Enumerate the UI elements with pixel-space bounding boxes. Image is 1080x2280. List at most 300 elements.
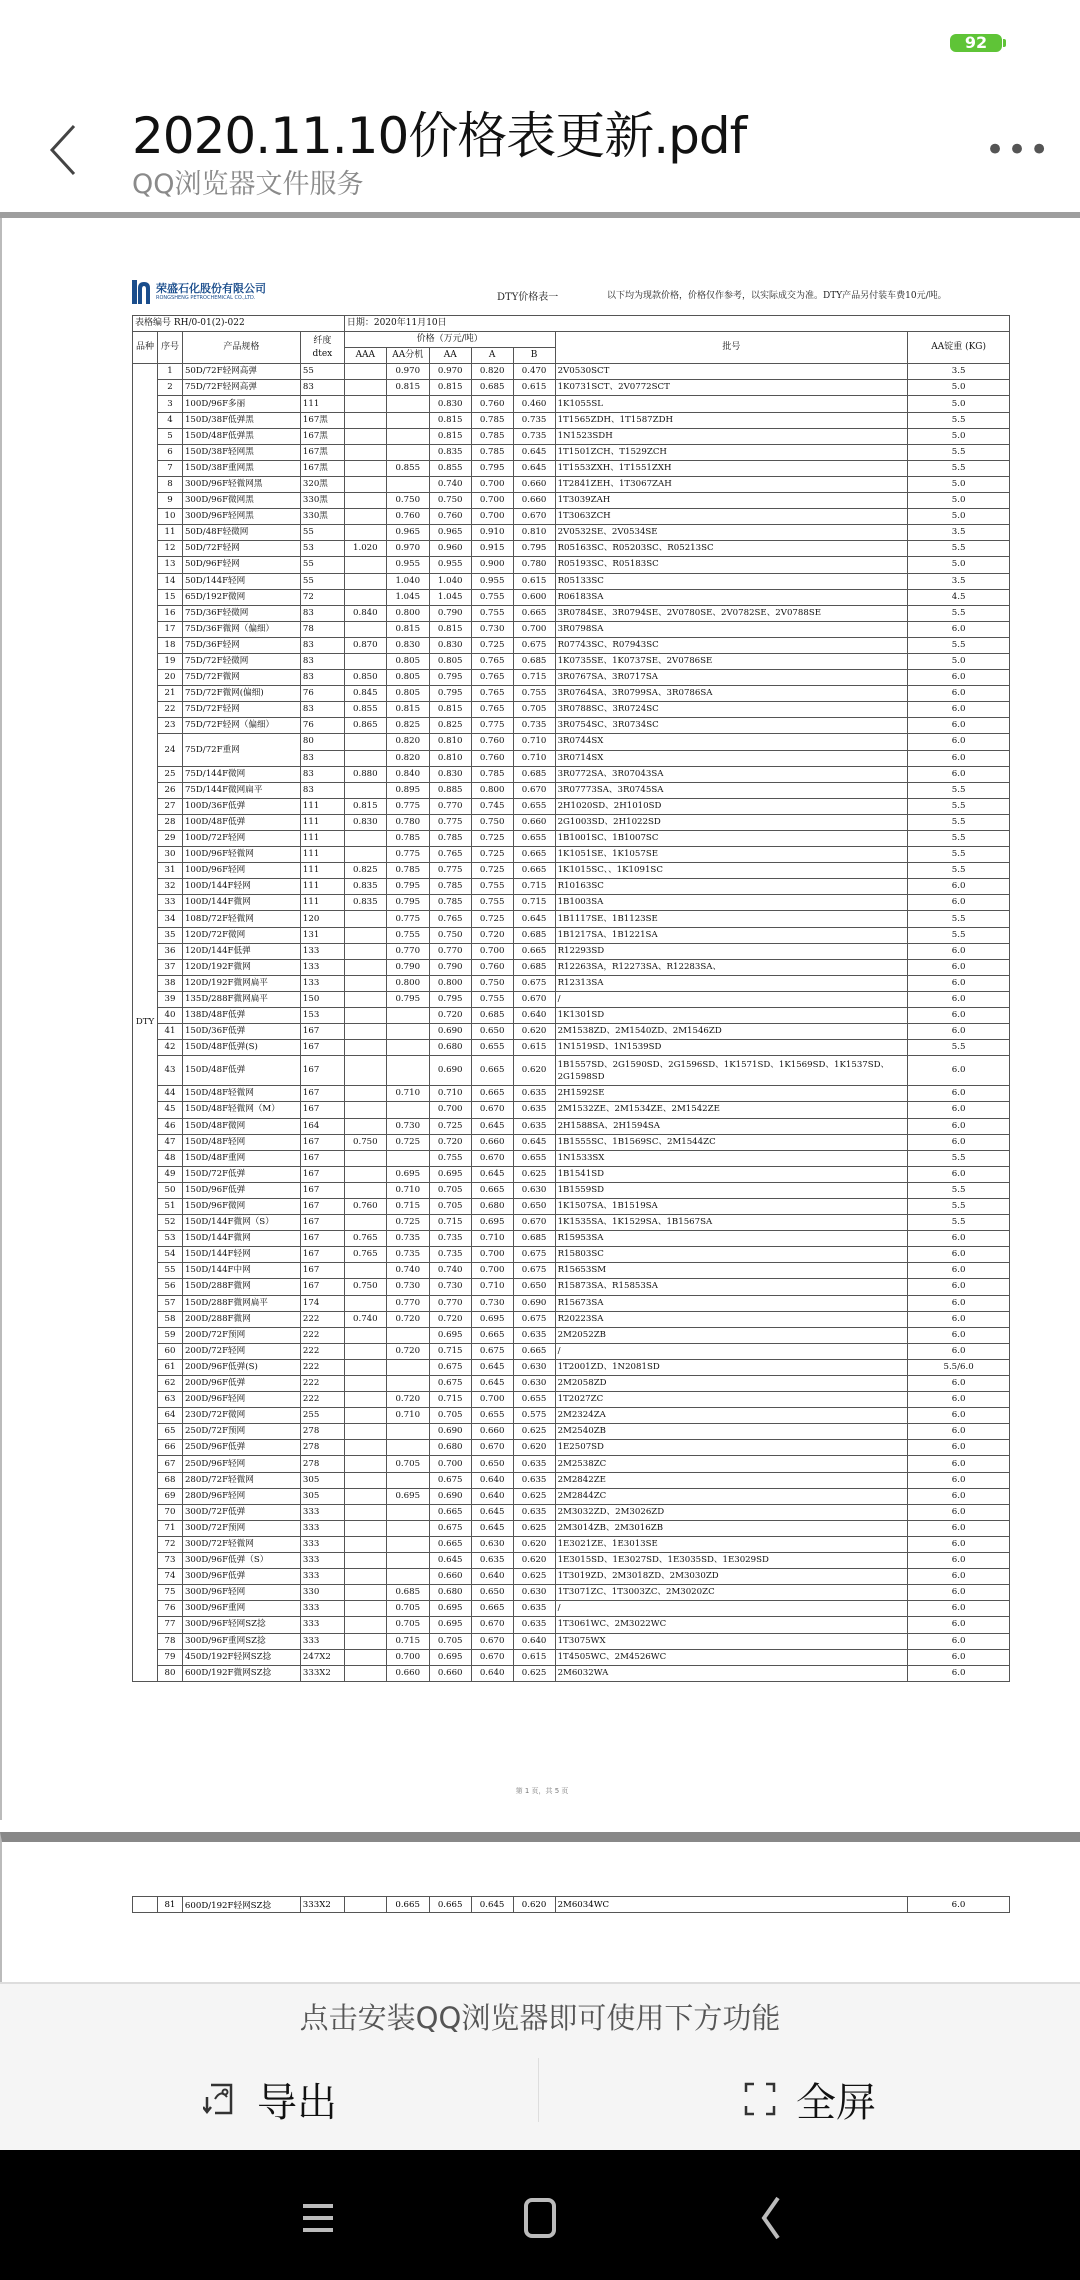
- weight-cell: 6.0: [908, 1008, 1010, 1024]
- seq-cell: 39: [157, 991, 182, 1007]
- seq-cell: 57: [157, 1295, 182, 1311]
- price-aaa-cell: 0.835: [344, 895, 386, 911]
- price-aa-split-cell: [386, 412, 429, 428]
- seq-cell: 69: [157, 1488, 182, 1504]
- price-aa-cell: 0.740: [429, 1263, 471, 1279]
- dtex-cell: 167: [300, 1215, 344, 1231]
- price-aa-split-cell: 0.750: [386, 493, 429, 509]
- price-a-cell: 0.800: [471, 782, 513, 798]
- seq-cell: 75: [157, 1585, 182, 1601]
- price-b-cell: 0.660: [513, 814, 555, 830]
- spec-cell: 120D/72F微网: [182, 927, 300, 943]
- price-b-cell: 0.660: [513, 493, 555, 509]
- variety-cell: [133, 1897, 158, 1913]
- table-row: [133, 396, 1010, 412]
- price-aaa-cell: [344, 1166, 386, 1182]
- batch-cell: 1B1541SD: [555, 1166, 908, 1182]
- spec-cell: 100D/96F多丽: [182, 396, 300, 412]
- dtex-cell: 333: [300, 1504, 344, 1520]
- more-menu-button[interactable]: [985, 130, 1051, 170]
- table-row: [133, 1056, 1010, 1086]
- batch-cell: R15873SA、R15853SA: [555, 1279, 908, 1295]
- dtex-cell: 278: [300, 1456, 344, 1472]
- dtex-cell: 333: [300, 1601, 344, 1617]
- spec-cell: 150D/48F低弹: [182, 1056, 300, 1086]
- seq-cell: 53: [157, 1231, 182, 1247]
- weight-cell: 6.0: [908, 1327, 1010, 1343]
- price-aaa-cell: [344, 428, 386, 444]
- seq-cell: 62: [157, 1376, 182, 1392]
- seq-cell: 9: [157, 493, 182, 509]
- spec-cell: 200D/96F低弹(S): [182, 1359, 300, 1375]
- price-b-cell: 0.685: [513, 1231, 555, 1247]
- price-a-cell: 0.700: [471, 509, 513, 525]
- price-aa-cell: 0.955: [429, 557, 471, 573]
- price-aa-split-cell: [386, 1376, 429, 1392]
- price-b-cell: 0.645: [513, 444, 555, 460]
- batch-cell: 2M1532ZE、2M1534ZE、2M1542ZE: [555, 1102, 908, 1118]
- dtex-cell: 111: [300, 895, 344, 911]
- seq-cell: 58: [157, 1311, 182, 1327]
- price-a-cell: 0.915: [471, 541, 513, 557]
- home-icon: [510, 2188, 570, 2248]
- batch-cell: 3R0767SA、3R0717SA: [555, 670, 908, 686]
- weight-cell: 6.0: [908, 1488, 1010, 1504]
- table-row: [133, 1343, 1010, 1359]
- price-aa-cell: 0.790: [429, 959, 471, 975]
- price-a-cell: 0.765: [471, 653, 513, 669]
- price-aaa-cell: [344, 509, 386, 525]
- table-row: [133, 798, 1010, 814]
- price-b-cell: 0.670: [513, 1215, 555, 1231]
- price-aaa-cell: [344, 557, 386, 573]
- weight-cell: 5.0: [908, 509, 1010, 525]
- price-b-cell: 0.645: [513, 911, 555, 927]
- price-b-cell: 0.650: [513, 1198, 555, 1214]
- weight-cell: 5.0: [908, 493, 1010, 509]
- spec-cell: 230D/72F微网: [182, 1408, 300, 1424]
- price-aa-split-cell: 1.040: [386, 573, 429, 589]
- spec-cell: 65D/192F微网: [182, 589, 300, 605]
- weight-cell: 5.5: [908, 847, 1010, 863]
- col-aaa: AAA: [344, 348, 386, 364]
- batch-cell: 1B1555SC、1B1569SC、2M1544ZC: [555, 1134, 908, 1150]
- spec-cell: 150D/144F微网: [182, 1231, 300, 1247]
- price-rows-page2: [133, 1897, 1010, 1913]
- price-b-cell: 0.685: [513, 927, 555, 943]
- weight-cell: 6.0: [908, 1134, 1010, 1150]
- price-aaa-cell: [344, 573, 386, 589]
- price-aaa-cell: [344, 1488, 386, 1504]
- recent-apps-button[interactable]: [288, 2188, 348, 2248]
- batch-cell: 1T1553ZXH、1T1551ZXH: [555, 460, 908, 476]
- table-row: [133, 943, 1010, 959]
- price-a-cell: 0.670: [471, 1617, 513, 1633]
- batch-cell: 2M2052ZB: [555, 1327, 908, 1343]
- col-spec: 产品规格: [182, 332, 300, 364]
- price-b-cell: 0.705: [513, 702, 555, 718]
- price-a-cell: 0.775: [471, 718, 513, 734]
- weight-cell: 6.0: [908, 1536, 1010, 1552]
- price-aa-cell: 0.830: [429, 766, 471, 782]
- col-aa-split: AA分机: [386, 348, 429, 364]
- seq-cell: 16: [157, 605, 182, 621]
- home-button[interactable]: [510, 2188, 570, 2248]
- price-aa-split-cell: [386, 444, 429, 460]
- weight-cell: 6.0: [908, 621, 1010, 637]
- price-aaa-cell: [344, 734, 386, 750]
- table-row: [133, 1520, 1010, 1536]
- price-aa-cell: 0.645: [429, 1553, 471, 1569]
- price-aa-cell: 0.810: [429, 750, 471, 766]
- dtex-cell: 167: [300, 1279, 344, 1295]
- price-a-cell: 0.655: [471, 1408, 513, 1424]
- dtex-cell: 320黑: [300, 476, 344, 492]
- price-aa-cell: 1.040: [429, 573, 471, 589]
- dtex-cell: 167: [300, 1024, 344, 1040]
- price-b-cell: 0.655: [513, 831, 555, 847]
- seq-cell: 33: [157, 895, 182, 911]
- price-b-cell: 0.470: [513, 364, 555, 380]
- dtex-cell: 222: [300, 1343, 344, 1359]
- price-aaa-cell: [344, 1215, 386, 1231]
- weight-cell: 6.0: [908, 1086, 1010, 1102]
- dtex-cell: 111: [300, 847, 344, 863]
- nav-back-button[interactable]: [740, 2188, 800, 2248]
- price-aa-split-cell: 0.715: [386, 1198, 429, 1214]
- table-row: [133, 1456, 1010, 1472]
- table-row: [133, 1633, 1010, 1649]
- price-b-cell: 0.685: [513, 653, 555, 669]
- price-a-cell: 0.760: [471, 750, 513, 766]
- spec-cell: 300D/96F微网黑: [182, 493, 300, 509]
- spec-cell: 150D/144F微网（S）: [182, 1215, 300, 1231]
- price-aa-cell: 0.855: [429, 460, 471, 476]
- export-button[interactable]: [0, 2052, 540, 2146]
- spec-cell: 150D/96F微网: [182, 1198, 300, 1214]
- price-a-cell: 0.765: [471, 670, 513, 686]
- price-aa-split-cell: 0.805: [386, 686, 429, 702]
- menu-icon: [288, 2188, 348, 2248]
- price-aa-cell: 0.675: [429, 1520, 471, 1536]
- seq-cell: 43: [157, 1056, 182, 1086]
- table-row: [133, 1424, 1010, 1440]
- more-icon: •••: [985, 130, 1052, 170]
- table-row: [133, 637, 1010, 653]
- price-aa-cell: 0.715: [429, 1392, 471, 1408]
- table-row: [133, 1327, 1010, 1343]
- price-a-cell: 0.680: [471, 1198, 513, 1214]
- price-aa-cell: 0.705: [429, 1408, 471, 1424]
- price-b-cell: 0.670: [513, 782, 555, 798]
- weight-cell: 5.5/6.0: [908, 1359, 1010, 1375]
- price-a-cell: 0.730: [471, 621, 513, 637]
- seq-cell: 24: [157, 734, 182, 766]
- weight-cell: 6.0: [908, 991, 1010, 1007]
- seq-cell: 59: [157, 1327, 182, 1343]
- price-aaa-cell: [344, 975, 386, 991]
- price-a-cell: 0.665: [471, 1327, 513, 1343]
- table-row: [133, 1215, 1010, 1231]
- price-a-cell: 0.645: [471, 1504, 513, 1520]
- price-aa-split-cell: [386, 396, 429, 412]
- price-b-cell: 0.660: [513, 476, 555, 492]
- spec-cell: 150D/144F轻网: [182, 1247, 300, 1263]
- price-aa-split-cell: 0.685: [386, 1585, 429, 1601]
- weight-cell: 5.5: [908, 831, 1010, 847]
- price-b-cell: 0.735: [513, 412, 555, 428]
- table-row: [133, 1166, 1010, 1182]
- table-row: [133, 1040, 1010, 1056]
- dtex-cell: 153: [300, 1008, 344, 1024]
- batch-cell: 2H1592SE: [555, 1086, 908, 1102]
- spec-cell: 150D/38F低弹黑: [182, 412, 300, 428]
- table-row: [133, 1086, 1010, 1102]
- price-aaa-cell: 0.840: [344, 605, 386, 621]
- price-aa-cell: 0.705: [429, 1182, 471, 1198]
- spec-cell: 100D/96F轻微网: [182, 847, 300, 863]
- price-aaa-cell: [344, 653, 386, 669]
- price-b-cell: 0.615: [513, 573, 555, 589]
- batch-cell: /: [555, 1343, 908, 1359]
- price-a-cell: 0.670: [471, 1649, 513, 1665]
- dtex-cell: 167黑: [300, 428, 344, 444]
- weight-cell: 5.5: [908, 798, 1010, 814]
- price-aa-split-cell: [386, 1504, 429, 1520]
- seq-cell: 68: [157, 1472, 182, 1488]
- table-row: [133, 380, 1010, 396]
- price-aa-cell: 0.750: [429, 493, 471, 509]
- dtex-cell: 167: [300, 1263, 344, 1279]
- price-aaa-cell: [344, 589, 386, 605]
- weight-cell: 6.0: [908, 1456, 1010, 1472]
- price-aa-split-cell: 0.815: [386, 702, 429, 718]
- battery-indicator: 92: [950, 34, 1002, 52]
- price-aa-split-cell: [386, 428, 429, 444]
- price-aa-cell: 0.720: [429, 1134, 471, 1150]
- price-a-cell: 0.795: [471, 460, 513, 476]
- spec-cell: 300D/96F轻网SZ捻: [182, 1617, 300, 1633]
- price-aa-split-cell: 0.720: [386, 1392, 429, 1408]
- dtex-cell: 174: [300, 1295, 344, 1311]
- spec-cell: 150D/48F轻微网: [182, 1086, 300, 1102]
- batch-cell: 3R07773SA、3R0745SA: [555, 782, 908, 798]
- price-a-cell: 0.910: [471, 525, 513, 541]
- spec-cell: 150D/38F轻网黑: [182, 444, 300, 460]
- fullscreen-button[interactable]: [540, 2052, 1080, 2146]
- dtex-cell: 83: [300, 605, 344, 621]
- seq-cell: 7: [157, 460, 182, 476]
- price-b-cell: 0.620: [513, 1024, 555, 1040]
- dtex-cell: 333: [300, 1569, 344, 1585]
- table-row: [133, 734, 1010, 750]
- price-aaa-cell: [344, 991, 386, 1007]
- price-a-cell: 0.760: [471, 734, 513, 750]
- table-row: [133, 1649, 1010, 1665]
- dtex-cell: 278: [300, 1424, 344, 1440]
- install-promo-text[interactable]: 点击安装QQ浏览器即可使用下方功能: [299, 2001, 781, 2035]
- price-aaa-cell: [344, 1040, 386, 1056]
- spec-cell: 150D/48F轻微网（M）: [182, 1102, 300, 1118]
- weight-cell: 6.0: [908, 1585, 1010, 1601]
- price-b-cell: 0.755: [513, 686, 555, 702]
- price-b-cell: 0.685: [513, 959, 555, 975]
- batch-cell: 3R0788SC、3R0724SC: [555, 702, 908, 718]
- weight-cell: 4.5: [908, 589, 1010, 605]
- price-aa-split-cell: 0.795: [386, 895, 429, 911]
- price-b-cell: 0.690: [513, 1295, 555, 1311]
- price-aa-cell: 0.690: [429, 1488, 471, 1504]
- seq-cell: 23: [157, 718, 182, 734]
- batch-cell: R05163SC、R05203SC、R05213SC: [555, 541, 908, 557]
- table-row: [133, 895, 1010, 911]
- dtex-cell: 333X2: [300, 1665, 344, 1681]
- weight-cell: 6.0: [908, 895, 1010, 911]
- dtex-cell: 72: [300, 589, 344, 605]
- price-aa-cell: 0.725: [429, 1118, 471, 1134]
- price-aaa-cell: [344, 1665, 386, 1681]
- table-row: [133, 509, 1010, 525]
- weight-cell: 5.5: [908, 911, 1010, 927]
- batch-cell: 1E3021ZE、1E3013SE: [555, 1536, 908, 1552]
- price-aaa-cell: [344, 782, 386, 798]
- dtex-cell: 167: [300, 1231, 344, 1247]
- batch-cell: 1K0735SE、1K0737SE、2V0786SE: [555, 653, 908, 669]
- price-b-cell: 0.700: [513, 621, 555, 637]
- price-aa-split-cell: 0.805: [386, 670, 429, 686]
- price-aa-split-cell: [386, 1008, 429, 1024]
- price-a-cell: 0.645: [471, 1376, 513, 1392]
- price-aa-split-cell: 0.970: [386, 541, 429, 557]
- price-a-cell: 0.725: [471, 637, 513, 653]
- spec-cell: 250D/96F轻网: [182, 1456, 300, 1472]
- spec-cell: 150D/288F微网: [182, 1279, 300, 1295]
- dtex-cell: 222: [300, 1376, 344, 1392]
- price-aa-cell: 0.735: [429, 1231, 471, 1247]
- price-aa-split-cell: 0.720: [386, 1311, 429, 1327]
- spec-cell: 75D/36F轻微网: [182, 605, 300, 621]
- dtex-cell: 80: [300, 734, 344, 750]
- price-a-cell: 0.725: [471, 831, 513, 847]
- dtex-cell: 333: [300, 1553, 344, 1569]
- weight-cell: 5.5: [908, 1215, 1010, 1231]
- table-row: [133, 428, 1010, 444]
- seq-cell: 42: [157, 1040, 182, 1056]
- doc-date: 日期：2020年11月10日: [344, 316, 1009, 332]
- price-aa-cell: 0.680: [429, 1040, 471, 1056]
- price-a-cell: 0.700: [471, 943, 513, 959]
- weight-cell: 6.0: [908, 1569, 1010, 1585]
- price-aa-cell: 0.680: [429, 1440, 471, 1456]
- table-row: [133, 1359, 1010, 1375]
- dtex-cell: 83: [300, 380, 344, 396]
- dtex-cell: 83: [300, 782, 344, 798]
- price-aa-cell: 0.810: [429, 734, 471, 750]
- seq-cell: 13: [157, 557, 182, 573]
- dtex-cell: 167: [300, 1134, 344, 1150]
- seq-cell: 49: [157, 1166, 182, 1182]
- price-aa-split-cell: [386, 1056, 429, 1086]
- table-row: [133, 1569, 1010, 1585]
- pdf-viewer[interactable]: [0, 212, 1080, 1988]
- price-aaa-cell: [344, 911, 386, 927]
- price-b-cell: 0.635: [513, 1327, 555, 1343]
- seq-cell: 14: [157, 573, 182, 589]
- company-name-en: RONGSHENG PETROCHEMICAL CO.,LTD.: [156, 295, 256, 301]
- price-a-cell: 0.660: [471, 1134, 513, 1150]
- weight-cell: 5.5: [908, 460, 1010, 476]
- weight-cell: 6.0: [908, 879, 1010, 895]
- price-aa-cell: 0.735: [429, 1247, 471, 1263]
- seq-cell: 31: [157, 863, 182, 879]
- export-label: 导出: [257, 2079, 337, 2126]
- col-a: A: [471, 348, 513, 364]
- price-a-cell: 0.685: [471, 1008, 513, 1024]
- price-b-cell: 0.735: [513, 718, 555, 734]
- price-a-cell: 0.955: [471, 573, 513, 589]
- price-b-cell: 0.710: [513, 750, 555, 766]
- price-aa-split-cell: 0.725: [386, 1215, 429, 1231]
- price-a-cell: 0.725: [471, 847, 513, 863]
- back-button[interactable]: [44, 120, 84, 180]
- spec-cell: 75D/72F微网: [182, 670, 300, 686]
- batch-cell: 1T3019ZD、2M3018ZD、2M3030ZD: [555, 1569, 908, 1585]
- table-row: [133, 927, 1010, 943]
- spec-cell: 75D/36F微网（偏细）: [182, 621, 300, 637]
- price-aa-cell: 0.715: [429, 1215, 471, 1231]
- price-aaa-cell: [344, 460, 386, 476]
- table-row: [133, 1182, 1010, 1198]
- price-aaa-cell: [344, 1263, 386, 1279]
- price-a-cell: 0.760: [471, 959, 513, 975]
- price-b-cell: 0.655: [513, 1392, 555, 1408]
- table-row: [133, 1585, 1010, 1601]
- price-b-cell: 0.460: [513, 396, 555, 412]
- weight-cell: 5.0: [908, 476, 1010, 492]
- price-aa-split-cell: 0.725: [386, 1134, 429, 1150]
- seq-cell: 67: [157, 1456, 182, 1472]
- dtex-cell: 111: [300, 814, 344, 830]
- batch-cell: R15673SA: [555, 1295, 908, 1311]
- price-aa-cell: 0.825: [429, 718, 471, 734]
- seq-cell: 35: [157, 927, 182, 943]
- dtex-cell: 55: [300, 557, 344, 573]
- price-aaa-cell: [344, 750, 386, 766]
- price-a-cell: 0.670: [471, 1102, 513, 1118]
- price-aa-split-cell: 0.760: [386, 509, 429, 525]
- price-b-cell: 0.630: [513, 1182, 555, 1198]
- price-aa-split-cell: 0.740: [386, 1263, 429, 1279]
- dtex-cell: 83: [300, 637, 344, 653]
- batch-cell: /: [555, 991, 908, 1007]
- price-aaa-cell: 0.760: [344, 1198, 386, 1214]
- price-aaa-cell: [344, 1536, 386, 1552]
- price-a-cell: 0.785: [471, 766, 513, 782]
- table-row: [133, 1150, 1010, 1166]
- batch-cell: 1K1055SL: [555, 396, 908, 412]
- price-a-cell: 0.720: [471, 927, 513, 943]
- spec-cell: 300D/72F预网: [182, 1520, 300, 1536]
- price-a-cell: 0.670: [471, 1633, 513, 1649]
- table-row: [133, 1408, 1010, 1424]
- dtex-cell: 55: [300, 573, 344, 589]
- price-aa-split-cell: 0.800: [386, 975, 429, 991]
- price-aa-cell: 0.695: [429, 1617, 471, 1633]
- price-aaa-cell: 0.765: [344, 1247, 386, 1263]
- price-rows: [133, 364, 1010, 1682]
- price-a-cell: 0.635: [471, 1553, 513, 1569]
- weight-cell: 5.5: [908, 1182, 1010, 1198]
